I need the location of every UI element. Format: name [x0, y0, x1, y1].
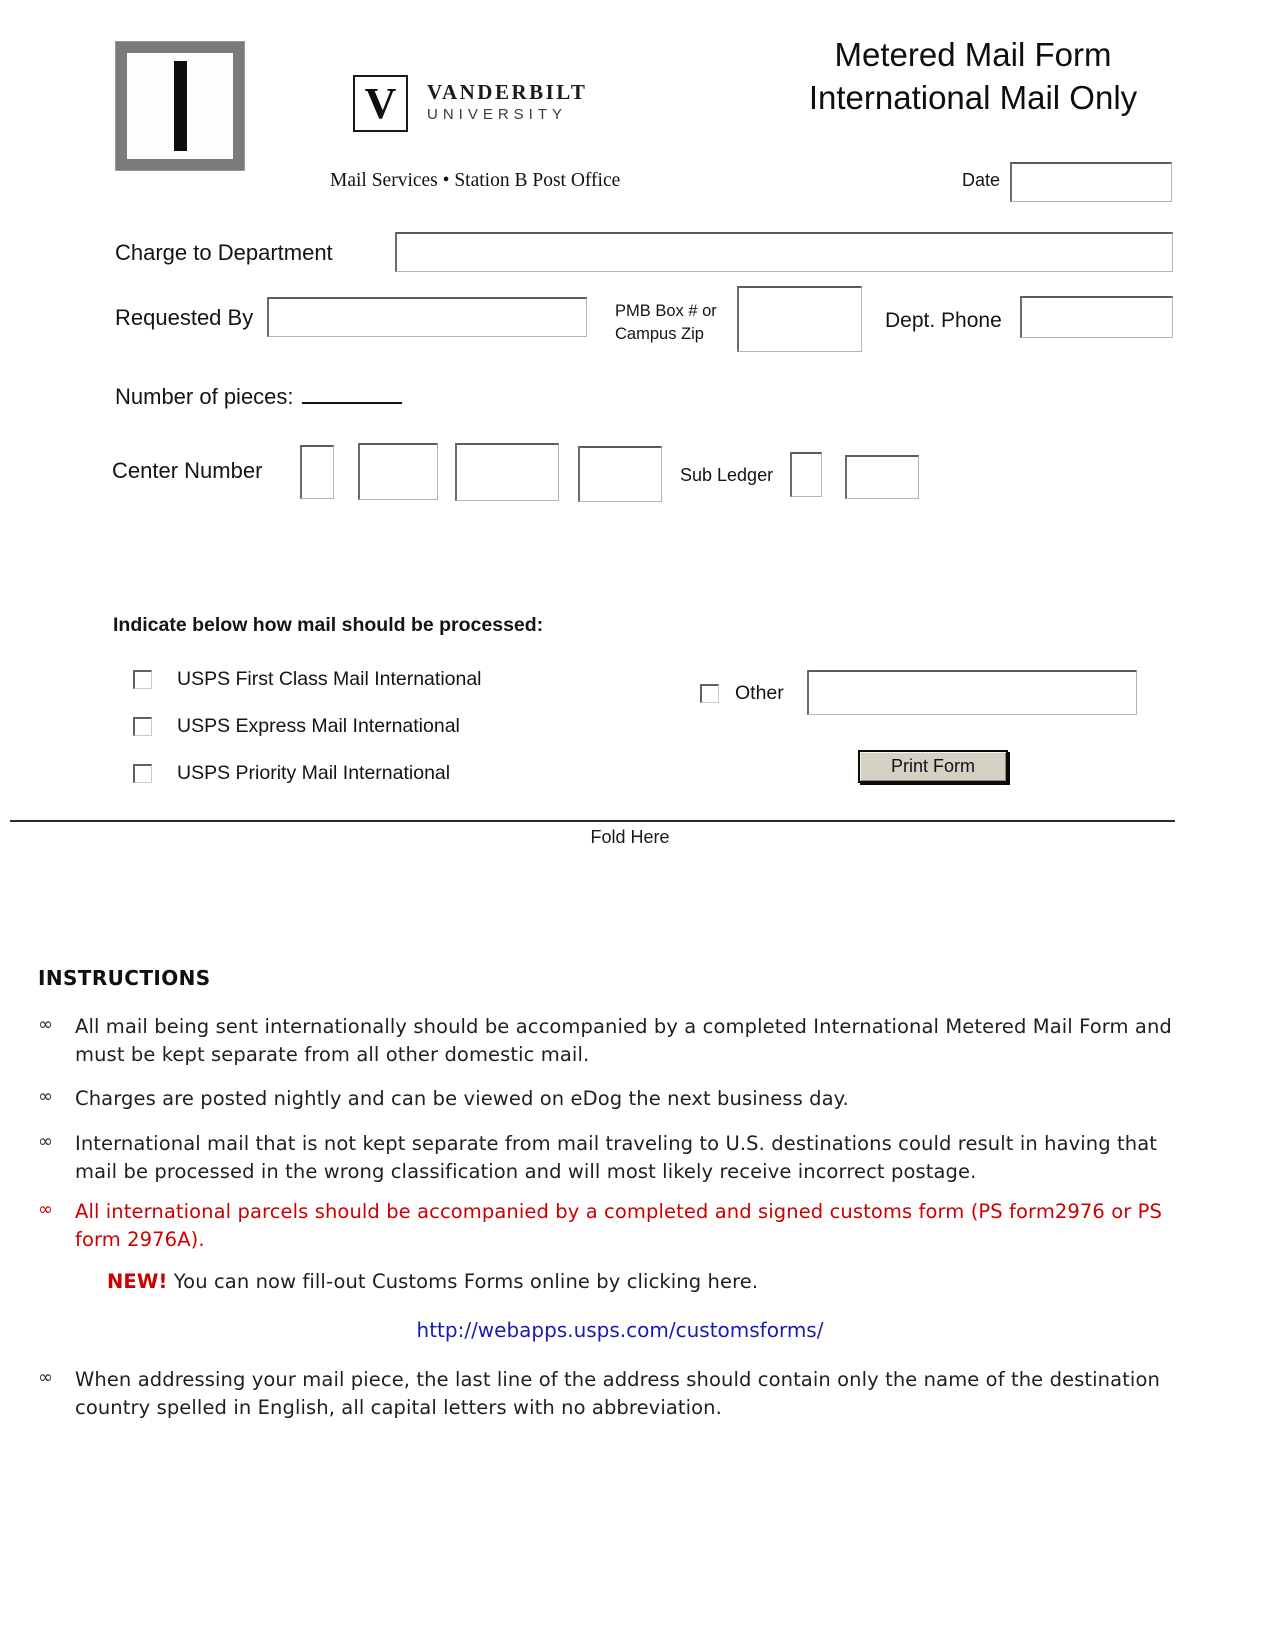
center-number-box-1[interactable]: [300, 445, 334, 499]
requested-by-label: Requested By: [115, 305, 254, 330]
pmb-box-field[interactable]: [737, 286, 862, 352]
corner-mark-box: [116, 42, 244, 170]
infinity-bullet-icon: ∞: [38, 1014, 53, 1035]
checkbox-usps-priority[interactable]: [133, 764, 152, 783]
charge-to-department-label: Charge to Department: [115, 240, 333, 265]
other-field[interactable]: [807, 670, 1137, 715]
new-note-row: [107, 1270, 758, 1293]
number-of-pieces-row: [115, 382, 402, 410]
instruction-text: Charges are posted nightly and can be viewed on eDog the next business day.: [75, 1087, 849, 1110]
sub-ledger-label: Sub Ledger: [680, 465, 774, 485]
print-form-button-label: Print Form: [890, 756, 975, 776]
option-label-usps-priority: USPS Priority Mail International: [177, 762, 451, 784]
processing-heading: Indicate below how mail should be processed:: [113, 614, 544, 636]
dept-phone-label: Dept. Phone: [885, 309, 1002, 332]
new-note-text: You can now fill-out Customs Forms online by clicking here.: [167, 1270, 759, 1293]
print-form-button[interactable]: [858, 750, 1008, 783]
infinity-bullet-icon: ∞: [38, 1199, 53, 1220]
instruction-item: [38, 1013, 1190, 1069]
fold-divider-line: [10, 820, 1175, 822]
mail-services-subtitle: Mail Services • Station B Post Office: [330, 170, 621, 191]
checkbox-other[interactable]: [700, 684, 719, 703]
vertical-bar-icon: [174, 61, 187, 151]
other-label: Other: [735, 682, 784, 704]
center-number-box-4[interactable]: [578, 446, 662, 502]
center-number-box-3[interactable]: [455, 443, 559, 501]
infinity-bullet-icon: ∞: [38, 1086, 53, 1107]
new-badge: NEW!: [107, 1270, 168, 1293]
pmb-box-label-line2: Campus Zip: [615, 325, 704, 343]
customs-forms-link[interactable]: http://webapps.usps.com/customsforms/: [416, 1318, 824, 1342]
brand-subname: UNIVERSITY: [427, 106, 568, 123]
page-title-line2: International Mail Only: [808, 79, 1138, 116]
center-number-box-2[interactable]: [358, 443, 438, 500]
pmb-box-label: [615, 300, 717, 346]
infinity-bullet-icon: ∞: [38, 1131, 53, 1152]
option-label-usps-express: USPS Express Mail International: [177, 715, 460, 737]
infinity-bullet-icon: ∞: [38, 1367, 53, 1388]
dept-phone-field[interactable]: [1020, 296, 1173, 338]
instruction-item: [38, 1085, 1190, 1113]
date-field[interactable]: [1010, 162, 1172, 202]
page-title: [723, 33, 1223, 119]
instruction-item-customs-warning: [38, 1198, 1190, 1254]
instructions-heading: INSTRUCTIONS: [38, 966, 211, 990]
instruction-item: [38, 1130, 1190, 1186]
checkbox-usps-express[interactable]: [133, 717, 152, 736]
sub-ledger-box-2[interactable]: [845, 455, 919, 499]
instruction-text: All international parcels should be accompanied by a completed and signed customs form (PS form2976 or PS form 2976A).: [75, 1200, 1163, 1251]
customs-forms-link-row: [40, 1318, 1200, 1342]
instruction-item: [38, 1366, 1190, 1422]
page-title-line1: Metered Mail Form: [834, 36, 1112, 73]
instruction-text: When addressing your mail piece, the last line of the address should contain only the name of the destination country spelled in English, all capital letters with no abbreviation.: [75, 1368, 1160, 1419]
option-label-usps-first-class: USPS First Class Mail International: [177, 668, 482, 690]
number-of-pieces-label: Number of pieces:: [115, 384, 294, 409]
vanderbilt-logo-icon: [353, 75, 408, 132]
instruction-text: International mail that is not kept separate from mail traveling to U.S. destinations could result in having that mail be processed in the wrong classification and will most likely receive incorrect postage.: [75, 1132, 1158, 1183]
pmb-box-label-line1: PMB Box # or: [615, 302, 717, 320]
instruction-text: All mail being sent internationally should be accompanied by a completed International Metered Mail Form and must be kept separate from all other domestic mail.: [75, 1015, 1172, 1066]
logo-letter: V: [364, 79, 397, 128]
brand-name: VANDERBILT: [427, 80, 588, 104]
checkbox-usps-first-class[interactable]: [133, 670, 152, 689]
center-number-label: Center Number: [112, 458, 263, 483]
fold-here-label: Fold Here: [590, 827, 670, 847]
requested-by-field[interactable]: [267, 297, 587, 337]
pieces-blank-line: [302, 382, 402, 404]
date-label: Date: [961, 170, 1000, 190]
sub-ledger-box-1[interactable]: [790, 452, 822, 497]
charge-to-department-field[interactable]: [395, 232, 1173, 272]
